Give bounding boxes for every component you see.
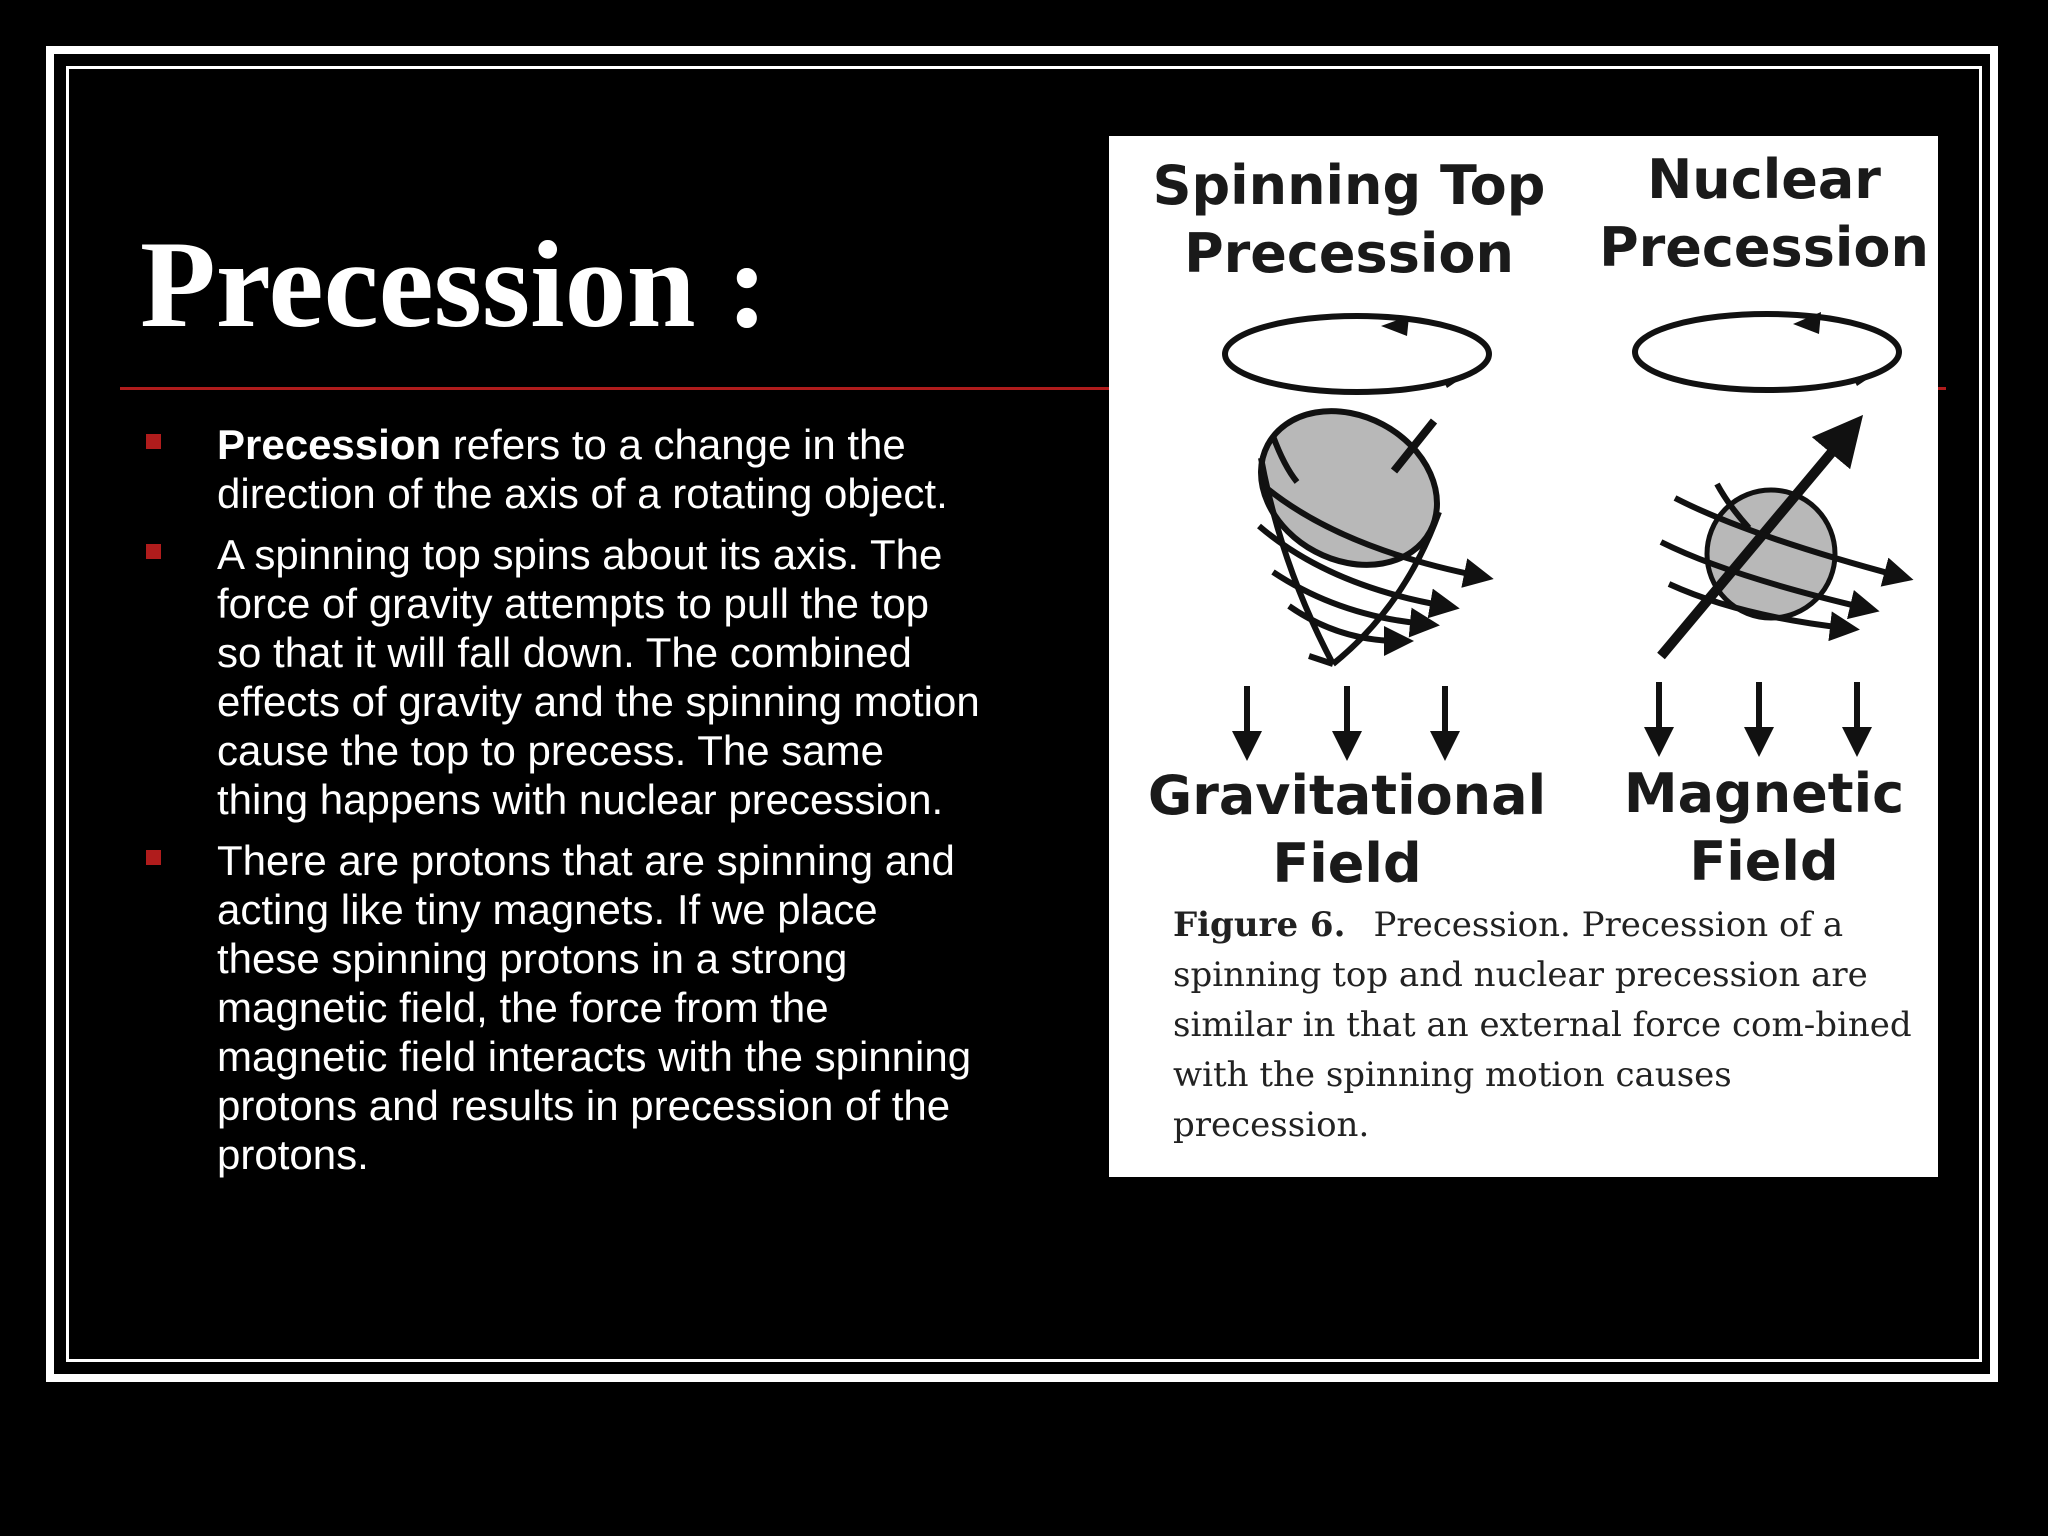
heading-line: Precession [1599, 216, 1929, 279]
bullet-item [140, 420, 980, 518]
heading-line: Precession [1184, 222, 1514, 285]
field-line: Field [1272, 832, 1422, 895]
bullet-item [140, 836, 980, 1179]
precession-figure [1109, 136, 1938, 1177]
field-line: Magnetic [1623, 762, 1905, 825]
heading-line: Spinning Top [1152, 154, 1546, 217]
bullet-square-icon [146, 434, 161, 449]
bullet-text: There are protons that are spinning and acting like tiny magnets. If we place these spinning protons in a strong magnetic field, the force from the magnetic field interacts with the spinning protons and results in precession of the protons. [217, 837, 972, 1178]
figure-caption [1173, 900, 1913, 1150]
spinning-top-illustration [1225, 316, 1489, 664]
bullet-square-icon [146, 544, 161, 559]
field-line: Field [1689, 830, 1839, 893]
bullet-square-icon [146, 850, 161, 865]
spinning-top-heading [1149, 152, 1549, 288]
magnetic-field-arrows [1659, 682, 1857, 742]
field-line: Gravitational [1147, 764, 1547, 827]
gravitational-field-label [1147, 762, 1547, 898]
rotation-arrow-icon [1853, 370, 1881, 386]
caption-label: Figure 6. [1173, 905, 1346, 945]
caption-text: Precession. Precession of a spinning top and nuclear precession are similar in that an external force com-bined with the spinning motion causes precession. [1173, 905, 1912, 1145]
bullet-bold-term: Precession [217, 421, 442, 468]
gravity-arrows [1247, 686, 1445, 746]
nuclear-precession-illustration [1635, 312, 1899, 656]
bullet-list [140, 420, 980, 1191]
bullet-text: refers to a change in the direction of the axis of a rotating object. [217, 421, 948, 517]
nuclear-heading [1564, 146, 1938, 282]
slide-title: Precession : [140, 216, 768, 353]
bullet-text: A spinning top spins about its axis. The force of gravity attempts to pull the top so that it will fall down. The combined effects of gravity and the spinning motion cause the top to precess. The same thing happens with nuclear precession. [217, 531, 980, 823]
magnetic-field-label [1564, 760, 1938, 896]
rotation-arrow-icon [1443, 372, 1471, 388]
bullet-item [140, 530, 980, 824]
heading-line: Nuclear [1647, 148, 1881, 211]
